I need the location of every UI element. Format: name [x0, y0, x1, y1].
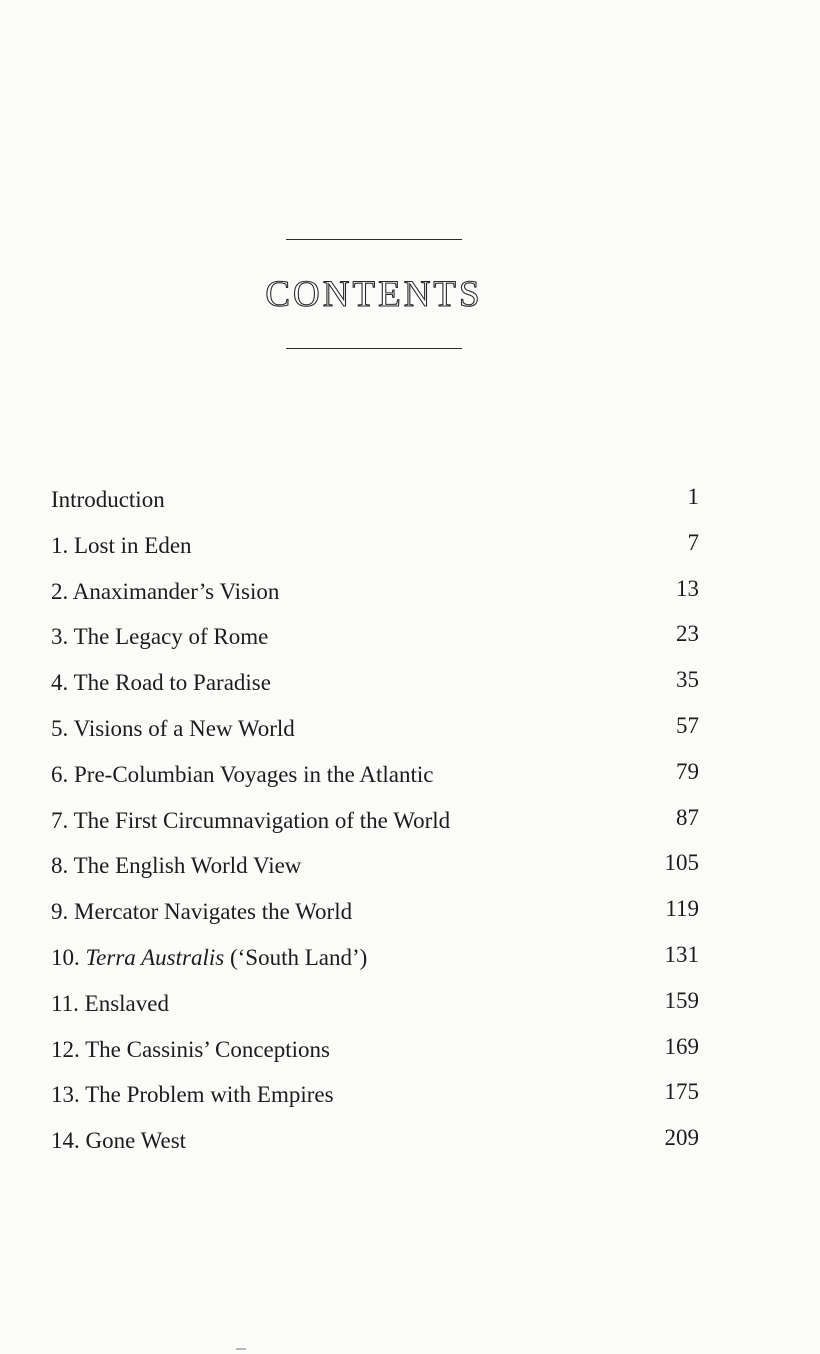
toc-entry-text: The Legacy of Rome	[73, 624, 269, 650]
toc-entry-text: Anaximander’s Vision	[72, 578, 280, 604]
toc-entry-title	[51, 890, 352, 934]
toc-entry	[51, 570, 699, 616]
heading-rule-top	[286, 239, 462, 240]
toc-entry	[51, 753, 699, 799]
toc-entry	[51, 1073, 699, 1119]
toc-entry-number: 6.	[51, 761, 69, 787]
toc-entry-page-number: 1	[687, 484, 699, 509]
toc-entry	[51, 799, 699, 845]
toc-entry-page-number: 209	[664, 1125, 699, 1151]
toc-entry-number: 13.	[51, 1082, 80, 1108]
toc-entry-title	[51, 707, 295, 751]
toc-entry-page-number: 131	[664, 941, 699, 967]
toc-entry	[51, 524, 699, 570]
toc-entry-page-number: 35	[676, 667, 699, 693]
toc-entry-number: 1.	[51, 532, 69, 558]
toc-entry-title	[51, 478, 165, 522]
toc-entry-text: The First Circumnavigation of the World	[73, 807, 451, 833]
table-of-contents	[51, 478, 699, 1165]
toc-entry-number: 4.	[51, 670, 69, 696]
toc-entry-number: 3.	[51, 624, 69, 650]
toc-entry-number: 12.	[51, 1036, 80, 1062]
toc-entry-text: Enslaved	[84, 990, 169, 1016]
toc-entry-page-number: 13	[676, 575, 699, 601]
toc-entry-page-number: 159	[664, 987, 699, 1013]
toc-entry-page-number: 79	[676, 758, 699, 784]
toc-entry-title	[51, 753, 433, 797]
toc-entry-text: Visions of a New World	[73, 715, 295, 741]
toc-entry	[51, 661, 699, 707]
toc-entry-title	[51, 1119, 186, 1163]
toc-entry-title	[51, 615, 268, 659]
toc-entry-subtitle: (‘South Land’)	[229, 944, 368, 970]
toc-entry-title	[51, 524, 192, 568]
toc-entry-text: Mercator Navigates the World	[74, 899, 353, 925]
toc-entry-number: 14.	[51, 1128, 80, 1154]
toc-entry-page-number: 175	[664, 1079, 699, 1105]
toc-entry-title	[51, 1073, 334, 1117]
toc-entry-text: The English World View	[73, 853, 302, 879]
toc-entry-italic-text: Terra Australis	[85, 944, 225, 970]
toc-entry-page-number: 7	[687, 529, 699, 555]
toc-entry	[51, 936, 699, 982]
toc-entry-title	[51, 799, 450, 843]
toc-entry-text: The Road to Paradise	[73, 670, 271, 696]
toc-entry-title	[51, 570, 279, 614]
toc-entry-page-number: 105	[664, 850, 699, 876]
toc-entry	[51, 478, 699, 524]
toc-entry-text: Gone West	[85, 1128, 187, 1154]
toc-entry-number: 2.	[51, 578, 69, 604]
toc-entry-page-number: 57	[676, 712, 699, 738]
toc-entry-title	[51, 936, 367, 980]
toc-entry-page-number: 169	[664, 1033, 699, 1059]
toc-entry-text: The Cassinis’ Conceptions	[85, 1036, 330, 1062]
toc-entry-page-number: 23	[676, 621, 699, 647]
toc-entry-number: 8.	[51, 853, 69, 879]
toc-entry	[51, 1028, 699, 1074]
toc-entry	[51, 707, 699, 753]
toc-entry-title	[51, 1028, 330, 1072]
toc-entry-number: 5.	[51, 715, 69, 741]
toc-entry	[51, 982, 699, 1028]
toc-entry-page-number: 87	[676, 804, 699, 830]
toc-entry-number: 10.	[51, 944, 80, 970]
toc-entry-text: The Problem with Empires	[85, 1082, 334, 1108]
toc-entry-number: 11.	[51, 990, 79, 1016]
toc-entry	[51, 890, 699, 936]
toc-entry-title	[51, 982, 169, 1026]
toc-entry-title	[51, 844, 301, 888]
toc-entry-number: 9.	[51, 899, 69, 925]
toc-entry	[51, 1119, 699, 1165]
contents-heading: CONTENTS	[265, 274, 483, 315]
toc-entry-number: 7.	[51, 807, 69, 833]
toc-entry-text: Lost in Eden	[74, 532, 192, 558]
toc-entry-page-number: 119	[665, 896, 699, 922]
toc-entry	[51, 615, 699, 661]
toc-entry	[51, 844, 699, 890]
toc-entry-text: Pre-Columbian Voyages in the Atlantic	[74, 761, 434, 787]
paper-speck	[236, 1348, 246, 1350]
heading-rule-bottom	[286, 348, 462, 349]
toc-entry-title	[51, 661, 271, 705]
toc-entry-text: Introduction	[51, 487, 165, 512]
